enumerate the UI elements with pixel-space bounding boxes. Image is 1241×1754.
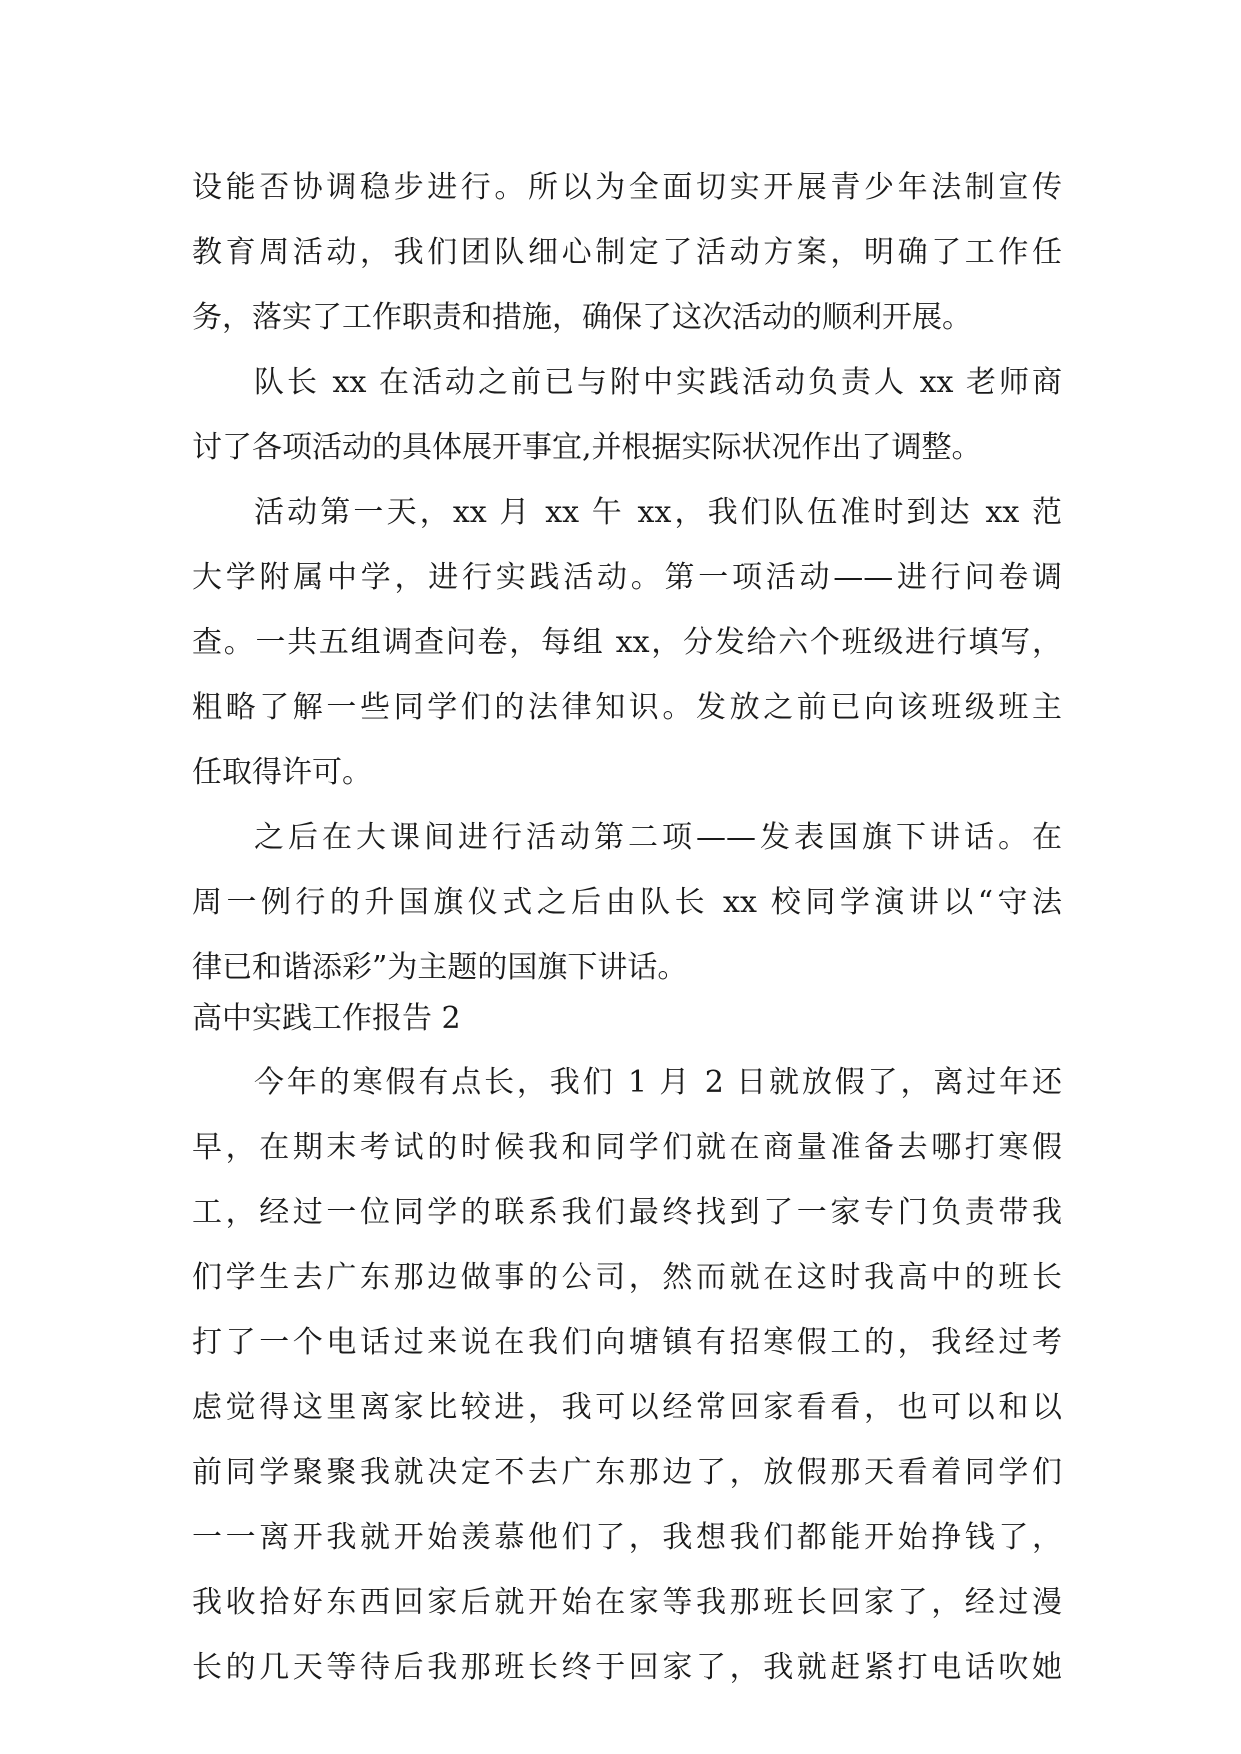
text-line: 前同学聚聚我就决定不去广东那边了，放假那天看着同学们 <box>192 1455 1062 1490</box>
paragraph <box>192 350 1062 480</box>
text-line: 早，在期末考试的时候我和同学们就在商量准备去哪打寒假 <box>192 1130 1062 1165</box>
text-line: 长的几天等待后我那班长终于回家了，我就赶紧打电话吹她 <box>192 1650 1062 1685</box>
text-line: 律已和谐添彩”为主题的国旗下讲话。 <box>192 950 688 985</box>
text-line: 教育周活动，我们团队细心制定了活动方案，明确了工作任 <box>192 235 1062 270</box>
document-body <box>192 155 1062 1700</box>
section-heading: 高中实践工作报告 2 <box>192 1001 461 1036</box>
text-line: 虑觉得这里离家比较进，我可以经常回家看看，也可以和以 <box>192 1390 1062 1425</box>
text-line: 务，落实了工作职责和措施，确保了这次活动的顺利开展。 <box>192 300 972 335</box>
paragraph <box>192 155 1062 350</box>
text-line: 之后在大课间进行活动第二项——发表国旗下讲话。在 <box>254 820 1062 855</box>
text-line: 打了一个电话过来说在我们向塘镇有招寒假工的，我经过考 <box>192 1325 1062 1360</box>
text-line: 大学附属中学，进行实践活动。第一项活动——进行问卷调 <box>192 560 1062 595</box>
text-line: 设能否协调稳步进行。所以为全面切实开展青少年法制宣传 <box>192 170 1062 205</box>
text-line: 工，经过一位同学的联系我们最终找到了一家专门负责带我 <box>192 1195 1062 1230</box>
text-line: 查。一共五组调查问卷，每组 xx，分发给六个班级进行填写， <box>192 625 1062 660</box>
text-line: 我收拾好东西回家后就开始在家等我那班长回家了，经过漫 <box>192 1585 1062 1620</box>
text-line: 周一例行的升国旗仪式之后由队长 xx 校同学演讲以“守法 <box>192 885 1062 920</box>
text-line: 粗略了解一些同学们的法律知识。发放之前已向该班级班主 <box>192 690 1062 725</box>
text-line: 今年的寒假有点长，我们 1 月 2 日就放假了，离过年还 <box>254 1065 1062 1100</box>
paragraph <box>192 805 1062 1000</box>
text-line: 讨了各项活动的具体展开事宜,并根据实际状况作出了调整。 <box>192 430 982 465</box>
text-line: 们学生去广东那边做事的公司，然而就在这时我高中的班长 <box>192 1260 1062 1295</box>
paragraph <box>192 1050 1062 1700</box>
text-line: 任取得许可。 <box>192 755 372 790</box>
text-line: 队长 xx 在活动之前已与附中实践活动负责人 xx 老师商 <box>254 365 1062 400</box>
text-line: 一一离开我就开始羡慕他们了，我想我们都能开始挣钱了， <box>192 1520 1062 1555</box>
text-line: 活动第一天，xx 月 xx 午 xx，我们队伍准时到达 xx 范 <box>254 495 1062 530</box>
paragraph <box>192 480 1062 805</box>
